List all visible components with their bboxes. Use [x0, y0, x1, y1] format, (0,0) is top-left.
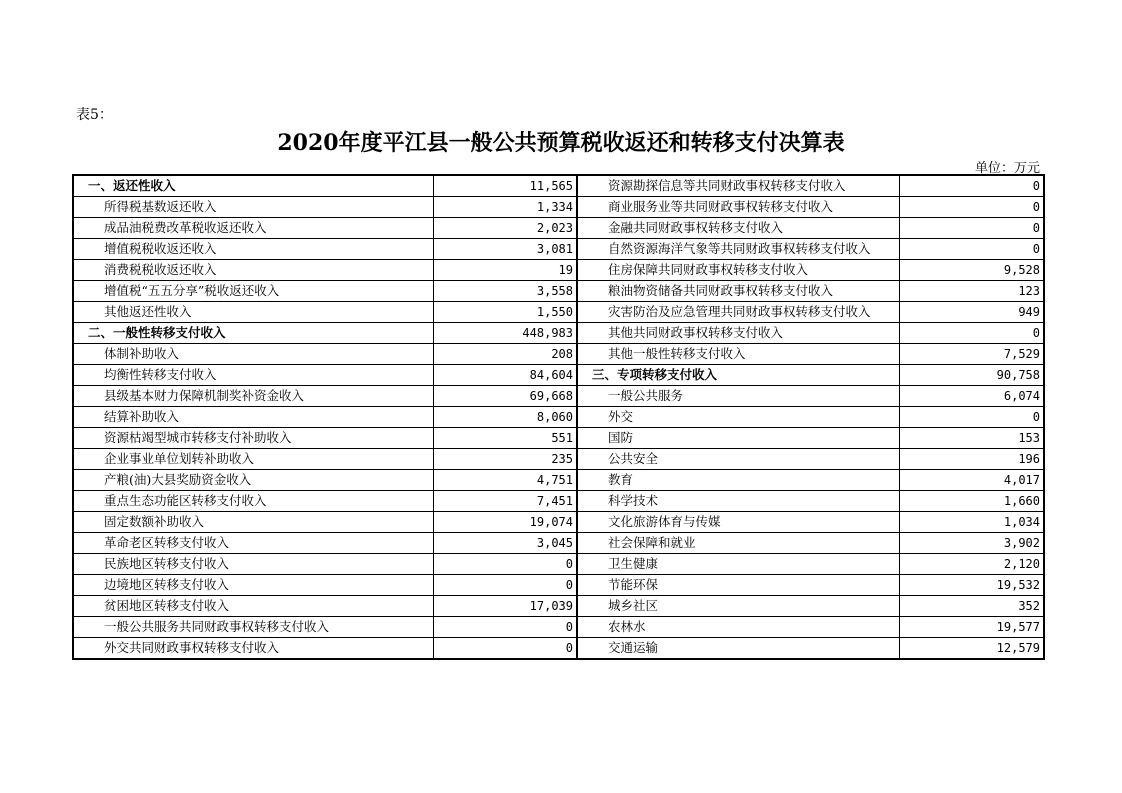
left-item-value: 8,060: [433, 407, 577, 428]
left-item-name: 均衡性转移支付收入: [73, 365, 433, 386]
right-item-value: 0: [899, 323, 1044, 344]
right-item-name: 交通运输: [577, 638, 899, 660]
right-item-value: 0: [899, 175, 1044, 197]
table-row: [73, 386, 1044, 407]
left-item-name: 其他返还性收入: [73, 302, 433, 323]
table-row: [73, 617, 1044, 638]
left-item-name: 固定数额补助收入: [73, 512, 433, 533]
left-item-value: 84,604: [433, 365, 577, 386]
right-item-value: 949: [899, 302, 1044, 323]
left-item-name: 增值税“五五分享”税收返还收入: [73, 281, 433, 302]
right-item-name: 教育: [577, 470, 899, 491]
left-item-value: 208: [433, 344, 577, 365]
left-item-name: 县级基本财力保障机制奖补资金收入: [73, 386, 433, 407]
left-item-name: 产粮(油)大县奖励资金收入: [73, 470, 433, 491]
left-item-value: 19: [433, 260, 577, 281]
right-item-value: 9,528: [899, 260, 1044, 281]
left-item-value: 3,558: [433, 281, 577, 302]
left-item-value: 11,565: [433, 175, 577, 197]
table-row: [73, 365, 1044, 386]
left-item-value: 0: [433, 554, 577, 575]
left-item-name: 一般公共服务共同财政事权转移支付收入: [73, 617, 433, 638]
left-item-value: 4,751: [433, 470, 577, 491]
table-row: [73, 575, 1044, 596]
left-item-value: 1,550: [433, 302, 577, 323]
right-item-name: 粮油物资储备共同财政事权转移支付收入: [577, 281, 899, 302]
right-item-name: 社会保障和就业: [577, 533, 899, 554]
table-row: [73, 323, 1044, 344]
table-row: [73, 302, 1044, 323]
table-row: [73, 344, 1044, 365]
table-row: [73, 596, 1044, 617]
right-item-name: 农林水: [577, 617, 899, 638]
right-item-name: 住房保障共同财政事权转移支付收入: [577, 260, 899, 281]
table-row: [73, 281, 1044, 302]
right-item-name: 国防: [577, 428, 899, 449]
right-item-value: 4,017: [899, 470, 1044, 491]
table-row: [73, 554, 1044, 575]
left-item-value: 69,668: [433, 386, 577, 407]
right-item-name: 科学技术: [577, 491, 899, 512]
right-item-value: 0: [899, 218, 1044, 239]
right-item-name: 一般公共服务: [577, 386, 899, 407]
left-item-value: 235: [433, 449, 577, 470]
left-item-value: 3,081: [433, 239, 577, 260]
table-row: [73, 260, 1044, 281]
right-item-name: 节能环保: [577, 575, 899, 596]
table-row: [73, 175, 1044, 197]
left-item-name: 外交共同财政事权转移支付收入: [73, 638, 433, 660]
right-item-value: 12,579: [899, 638, 1044, 660]
left-item-value: 17,039: [433, 596, 577, 617]
right-item-value: 19,532: [899, 575, 1044, 596]
right-item-value: 0: [899, 407, 1044, 428]
right-item-name: 三、专项转移支付收入: [577, 365, 899, 386]
table-row: [73, 218, 1044, 239]
right-item-value: 19,577: [899, 617, 1044, 638]
left-item-value: 0: [433, 638, 577, 660]
left-item-name: 企业事业单位划转补助收入: [73, 449, 433, 470]
right-item-value: 7,529: [899, 344, 1044, 365]
right-item-name: 商业服务业等共同财政事权转移支付收入: [577, 197, 899, 218]
left-item-name: 体制补助收入: [73, 344, 433, 365]
left-item-name: 成品油税费改革税收返还收入: [73, 218, 433, 239]
left-item-name: 一、返还性收入: [73, 175, 433, 197]
right-item-value: 1,034: [899, 512, 1044, 533]
table-row: [73, 428, 1044, 449]
right-item-value: 6,074: [899, 386, 1044, 407]
left-item-value: 1,334: [433, 197, 577, 218]
left-item-name: 重点生态功能区转移支付收入: [73, 491, 433, 512]
right-item-value: 352: [899, 596, 1044, 617]
right-item-name: 金融共同财政事权转移支付收入: [577, 218, 899, 239]
right-item-name: 外交: [577, 407, 899, 428]
right-item-name: 卫生健康: [577, 554, 899, 575]
right-item-name: 公共安全: [577, 449, 899, 470]
right-item-value: 3,902: [899, 533, 1044, 554]
right-item-name: 自然资源海洋气象等共同财政事权转移支付收入: [577, 239, 899, 260]
right-item-name: 城乡社区: [577, 596, 899, 617]
left-item-name: 贫困地区转移支付收入: [73, 596, 433, 617]
left-item-name: 结算补助收入: [73, 407, 433, 428]
table-row: [73, 470, 1044, 491]
right-item-name: 文化旅游体育与传媒: [577, 512, 899, 533]
left-item-value: 448,983: [433, 323, 577, 344]
left-item-value: 0: [433, 617, 577, 638]
right-item-name: 灾害防治及应急管理共同财政事权转移支付收入: [577, 302, 899, 323]
table-number: 表5：: [76, 107, 113, 123]
right-item-name: 资源勘探信息等共同财政事权转移支付收入: [577, 175, 899, 197]
left-item-name: 消费税税收返还收入: [73, 260, 433, 281]
right-item-value: 196: [899, 449, 1044, 470]
right-item-value: 90,758: [899, 365, 1044, 386]
right-item-value: 153: [899, 428, 1044, 449]
right-item-name: 其他一般性转移支付收入: [577, 344, 899, 365]
left-item-value: 2,023: [433, 218, 577, 239]
table-row: [73, 239, 1044, 260]
unit-label: 单位：万元: [974, 161, 1040, 176]
left-item-value: 19,074: [433, 512, 577, 533]
left-item-name: 民族地区转移支付收入: [73, 554, 433, 575]
right-item-value: 0: [899, 197, 1044, 218]
page-title: 2020年度平江县一般公共预算税收返还和转移支付决算表: [277, 130, 845, 156]
table-row: [73, 197, 1044, 218]
right-item-value: 123: [899, 281, 1044, 302]
left-item-name: 二、一般性转移支付收入: [73, 323, 433, 344]
table-row: [73, 638, 1044, 660]
table-row: [73, 533, 1044, 554]
right-item-value: 1,660: [899, 491, 1044, 512]
left-item-value: 551: [433, 428, 577, 449]
table-row: [73, 512, 1044, 533]
left-item-name: 所得税基数返还收入: [73, 197, 433, 218]
left-item-name: 边境地区转移支付收入: [73, 575, 433, 596]
budget-table-body: [73, 175, 1044, 659]
left-item-value: 3,045: [433, 533, 577, 554]
table-row: [73, 449, 1044, 470]
left-item-name: 资源枯竭型城市转移支付补助收入: [73, 428, 433, 449]
table-row: [73, 407, 1044, 428]
right-item-value: 2,120: [899, 554, 1044, 575]
left-item-value: 7,451: [433, 491, 577, 512]
left-item-name: 增值税税收返还收入: [73, 239, 433, 260]
budget-table: [72, 174, 1045, 660]
left-item-value: 0: [433, 575, 577, 596]
right-item-value: 0: [899, 239, 1044, 260]
table-row: [73, 491, 1044, 512]
right-item-name: 其他共同财政事权转移支付收入: [577, 323, 899, 344]
left-item-name: 革命老区转移支付收入: [73, 533, 433, 554]
